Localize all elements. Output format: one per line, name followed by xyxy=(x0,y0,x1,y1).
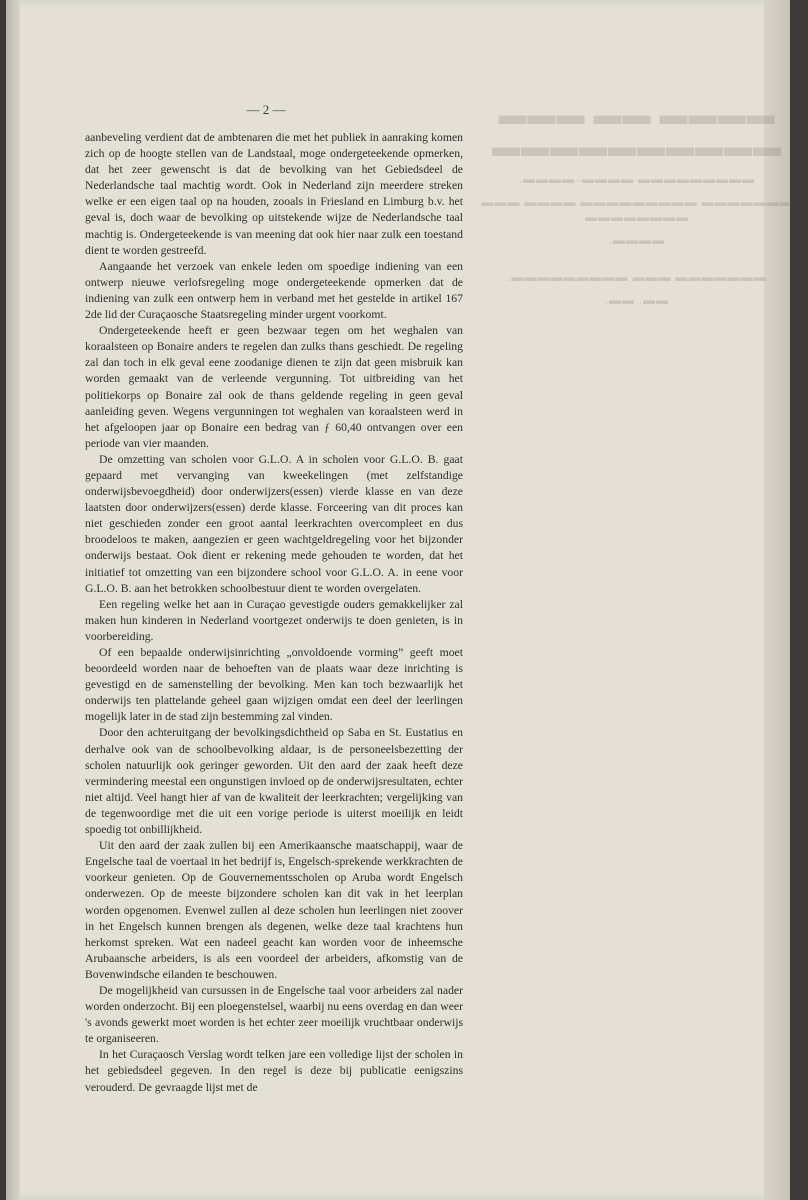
paragraph: aanbeveling verdient dat de ambtenaren die met het publiek in aanraking komen zich op de hoogte stellen van de Landstaal, moge ondergeteekende opmerken, dat het zeer gewenscht is dat de bevolking van het Gebiedsdeel de Nederlandsche taal machtig wordt. Ook in Nederland zijn meerdere streken welke er een eigen taal op na houden, zooals in Friesland en Limburg b.v. het geval is, doch waar de bevolking op uitstekende wijze de Nederlandsche taal machtig is. Ondergeteekende is van meening dat ook hier naar zulk een toestand dient te worden gestreefd. xyxy=(85,131,463,257)
page-right-edge xyxy=(764,0,790,1200)
show-through-bleed: ▬▬▬▬ ▬▬ ▬▬▬ ▬▬▬▬▬▬▬▬▬▬ ▬▬▬▬▬▬▬▬▬ ▬▬▬▬–▬▬▬▬. ▬▬▬▬▬▬▬ ▬▬▬▬▬▬▬▬▬ ▬▬▬▬ ▬▬▬ ▬▬▬▬▬▬▬▬ ▬▬▬▬. ▬▬▬▬▬▬▬ ▬▬▬ ▬▬▬▬▬▬▬▬▬. ▬▬. ▬▬. xyxy=(480,100,792,307)
paragraph: Uit den aard der zaak zullen bij een Amerikaansche maatschappij, waar de Engelsche taal de voertaal in het bedrijf is, Engelsch-sprekende werkkrachten de voorkeur genieten. Op de Gouvernementsscholen op Aruba wordt Engelsch onderwezen. Op de meeste bijzondere scholen kan dit vak in het leerplan worden opgenomen. Evenwel zullen al deze scholen hun leerlingen niet zoover in het Engelsch kunnen brengen als degenen, welke deze taal krachtens hun herkomst spreken. Wat een nadeel geacht kan worden voor de inheemsche Arubaansche arbeiders, is als een voordeel der arbeiders, afkomstig van de Bovenwindsche eilanden te beschouwen. xyxy=(85,839,463,981)
paragraph: Ondergeteekende heeft er geen bezwaar tegen om het weghalen van koraalsteen op Bonaire anders te regelen dan zulks thans geschiedt. De regeling zal dan toch in elk geval eene zoodanige dienen te zijn dat geen misbruik kan worden gemaakt van de verleende vergunning. Tot uitbreiding van het politiekorps op Bonaire zal ook de thans geldende regeling in geen geval aanleiding geven. Wegens vergunningen tot weghalen van koraalsteen werd in het afgeloopen jaar op Bonaire een bedrag van ƒ 60,40 ontvangen over een periode van vier maanden. xyxy=(85,324,463,450)
page-binding-edge xyxy=(6,0,20,1200)
body-text xyxy=(85,130,463,1096)
paragraph: De mogelijkheid van cursussen in de Engelsche taal voor arbeiders zal nader worden onderzocht. Bij een ploegenstelsel, waarbij nu eens overdag en dan weer 's avonds gewerkt moet worden is het echter zeer moeilijk vruchtbaar onderwijs te organiseeren. xyxy=(85,983,463,1046)
paragraph: In het Curaçaosch Verslag wordt telken jare een volledige lijst der scholen in het gebiedsdeel gegeven. In den regel is deze bij publicatie eenigszins verouderd. De gevraagde lijst met de xyxy=(85,1048,463,1094)
paragraph: Een regeling welke het aan in Curaçao gevestigde ouders gemakkelijker zal maken hun kinderen in Nederland voortgezet onderwijs te doen genieten, is in voorbereiding. xyxy=(85,597,463,643)
paragraph: Door den achteruitgang der bevolkingsdichtheid op Saba en St. Eustatius en derhalve ook van de schoolbevolking aldaar, is de personeelsbezetting der scholen natuurlijk ook geringer geworden. Uit den aard der zaak heeft deze vermindering meestal een ongunstigen invloed op de onderwijsresultaten, echter niet altijd. Veel hangt hier af van de kwaliteit der leerkrachten; vergelijking van de tegenwoordige met die uit een vorige periode is uiterst moeilijk en leidt spoedig tot onbillijkheid. xyxy=(85,726,463,837)
paragraph: Aangaande het verzoek van enkele leden om spoedige indiening van een ontwerp nieuwe verlofsregeling moge ondergeteekende opmerken dat de indiening van zulk een ontwerp hem in verband met het gestelde in artikel 167 2de lid der Curaçaosche Staatsregeling minder urgent voorkomt. xyxy=(85,259,463,322)
paragraph: Of een bepaalde onderwijsinrichting „onvoldoende vorming” geeft moet beoordeeld worden naar de behoeften van de plaats waar deze inrichting is gevestigd en de samenstelling der bevolking. Men kan toch bezwaarlijk het onderwijs ten plattelande geheel gaan wijzigen omdat een deel der leerlingen mogelijk later in de stad zijn bestemming zal vinden. xyxy=(85,646,463,724)
paragraph: De omzetting van scholen voor G.L.O. A in scholen voor G.L.O. B. gaat gepaard met vervanging van kweekelingen (met zelfstandige onderwijsbevoegdheid) door onderwijzers(essen) vierde klasse en van deze laatsten door onderwijzers(essen) derde klasse. Forceering van dit proces kan niet geschieden zonder een groot aantal leerkrachten overcompleet en dus broodeloos te maken, aangezien er geen wachtgeldregeling voor het bijzonder onderwijs bestaat. Ook dient er rekening mede gehouden te worden, dat het initiatief tot omzetting van een bijzondere school voor G.L.O. A. in eene voor G.L.O. B. aan het betrokken schoolbestuur dient te worden overgelaten. xyxy=(85,452,463,595)
page-number: — 2 — xyxy=(246,102,286,117)
document-page xyxy=(6,0,790,1200)
